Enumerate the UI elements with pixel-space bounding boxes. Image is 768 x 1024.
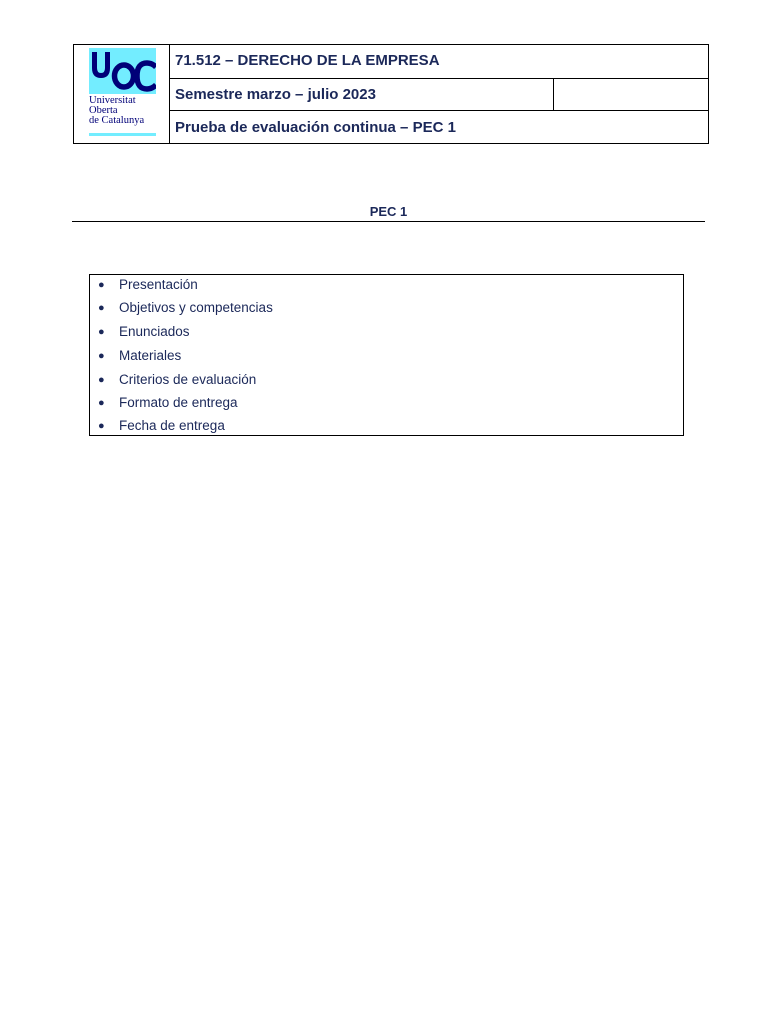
logo-text-line-3: de Catalunya [89,115,145,126]
title-divider [72,221,705,222]
toc-item-formato [90,393,683,413]
course-title: 71.512 – DERECHO DE LA EMPRESA [170,45,708,79]
logo-underline [89,133,156,136]
bullet-icon: ● [98,326,105,338]
toc-item-objetivos [90,298,683,318]
logo-text-line-1: Universitat [89,95,136,106]
page-title: PEC 1 [369,204,408,219]
logo-text [89,96,159,126]
toc-item-label: Formato de entrega [119,395,238,410]
empty-cell [554,79,708,110]
bullet-icon: ● [98,374,105,386]
toc-item-criterios [90,370,683,390]
toc-item-label: Objetivos y competencias [119,300,273,315]
toc-item-label: Enunciados [119,324,190,339]
toc-item-label: Fecha de entrega [119,418,225,433]
bullet-icon: ● [98,302,105,314]
toc-item-fecha [90,416,683,436]
toc-item-label: Presentación [119,277,198,292]
logo-text-line-2: Oberta [89,105,118,116]
assessment-title: Prueba de evaluación continua – PEC 1 [175,119,456,136]
bullet-icon: ● [98,420,105,432]
bullet-icon: ● [98,350,105,362]
uoc-logo-mark [89,48,156,94]
toc-item-materiales [90,346,683,366]
table-of-contents [89,274,684,436]
bullet-icon: ● [98,397,105,409]
header-table [73,44,709,144]
toc-item-presentacion [90,275,683,295]
logo-cell [74,45,170,143]
uoc-logo [89,48,156,94]
toc-item-enunciados [90,322,683,342]
semester-label: Semestre marzo – julio 2023 [170,79,708,111]
toc-item-label: Materiales [119,348,182,363]
toc-item-label: Criterios de evaluación [119,372,257,387]
bullet-icon: ● [98,279,105,291]
